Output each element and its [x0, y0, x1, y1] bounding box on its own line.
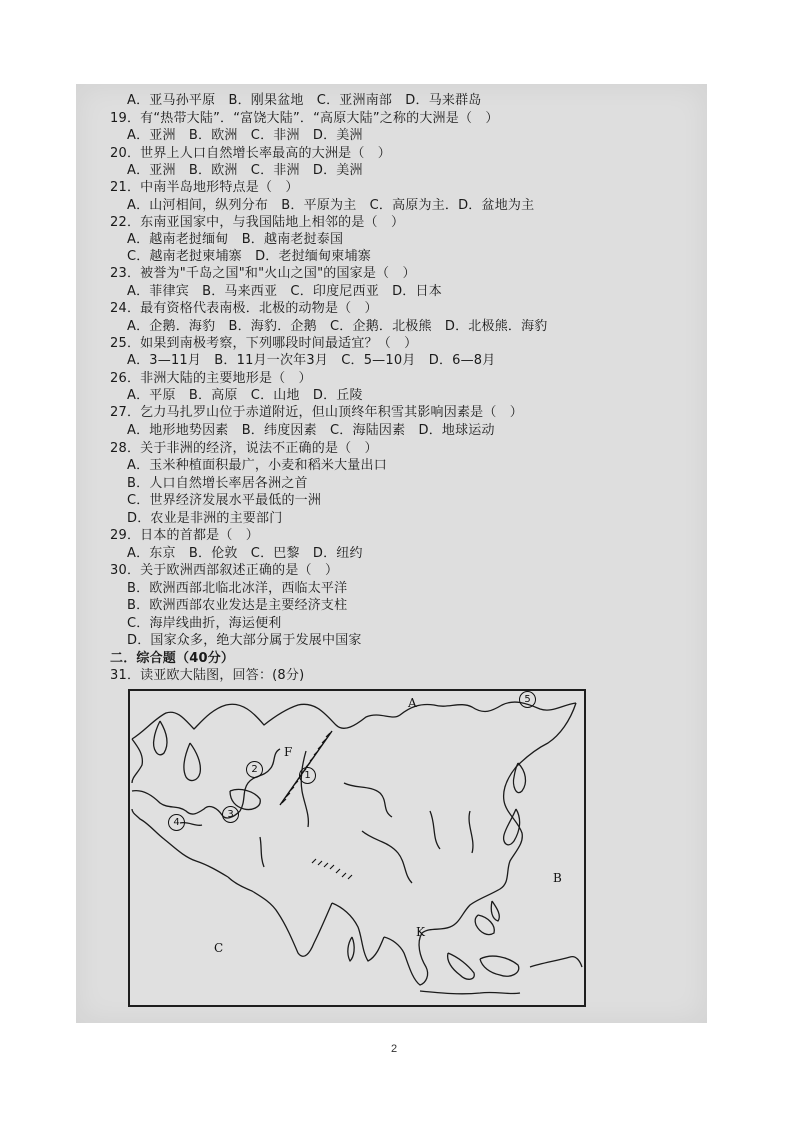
- q21-options: A．山河相间，纵列分布 B．平原为主 C．高原为主．D．盆地为主: [127, 198, 535, 213]
- q25-stem: 25．如果到南极考察，下列哪段时间最适宜？（ ）: [110, 336, 418, 351]
- map-marker-1: 1: [299, 767, 316, 784]
- q19-stem: 19．有“热带大陆”．“富饶大陆”．“高原大陆”之称的大洲是（ ）: [110, 111, 499, 126]
- q29-stem: 29．日本的首都是（ ）: [110, 528, 259, 543]
- map-label-a: A: [408, 696, 417, 710]
- q20-stem: 20．世界上人口自然增长率最高的大洲是（ ）: [110, 146, 391, 161]
- q27-stem: 27．乞力马扎罗山位于赤道附近，但山顶终年积雪其影响因素是（ ）: [110, 405, 523, 420]
- q22-options-cd: C．越南老挝柬埔寨 D．老挝缅甸柬埔寨: [127, 249, 371, 264]
- q28-option-d: D．农业是非洲的主要部门: [127, 511, 283, 526]
- q23-options: A．菲律宾 B．马来西亚 C．印度尼西亚 D．日本: [127, 284, 442, 299]
- q26-stem: 26．非洲大陆的主要地形是（ ）: [110, 371, 312, 386]
- q26-options: A．平原 B．高原 C．山地 D．丘陵: [127, 388, 363, 403]
- q21-stem: 21．中南半岛地形特点是（ ）: [110, 180, 299, 195]
- map-label-k: K: [416, 925, 425, 939]
- map-marker-2: 2: [246, 761, 263, 778]
- q25-options: A．3—11月 B．11月一次年3月 C．5—10月 D．6—8月: [127, 353, 496, 368]
- map-marker-3: 3: [222, 806, 239, 823]
- section-heading: 二．综合题（40分）: [110, 651, 235, 666]
- map-marker-5: 5: [519, 691, 536, 708]
- q24-stem: 24．最有资格代表南极．北极的动物是（ ）: [110, 301, 378, 316]
- q28-option-b: B．人口自然增长率居各洲之首: [127, 476, 308, 491]
- q22-stem: 22．东南亚国家中，与我国陆地上相邻的是（ ）: [110, 215, 405, 230]
- q30-option-c: C．海岸线曲折，海运便利: [127, 616, 282, 631]
- eurasia-map: [128, 689, 586, 1007]
- map-label-c: C: [214, 941, 224, 955]
- q18-options: A．亚马孙平原 B．刚果盆地 C．亚洲南部 D．马来群岛: [127, 93, 482, 108]
- q24-options: A．企鹅．海豹 B．海豹．企鹅 C．企鹅．北极熊 D．北极熊．海豹: [127, 319, 548, 334]
- q30-stem: 30．关于欧洲西部叙述正确的是（ ）: [110, 563, 339, 578]
- map-label-f: F: [284, 745, 293, 759]
- q28-option-c: C．世界经济发展水平最低的一洲: [127, 493, 322, 508]
- q30-option-b: B．欧洲西部农业发达是主要经济支柱: [127, 598, 348, 613]
- q31-stem: 31．读亚欧大陆图，回答：(8分): [110, 668, 305, 683]
- q22-options-ab: A．越南老挝缅甸 B．越南老挝泰国: [127, 232, 344, 247]
- q30-option-a: B．欧洲西部北临北冰洋，西临太平洋: [127, 581, 348, 596]
- map-marker-4: 4: [168, 814, 185, 831]
- q30-option-d: D．国家众多，绝大部分属于发展中国家: [127, 633, 362, 648]
- q19-options: A．亚洲 B．欧洲 C．非洲 D．美洲: [127, 128, 363, 143]
- eurasia-outline-drawing: [130, 691, 584, 1005]
- q23-stem: 23．被誉为"千岛之国"和"火山之国"的国家是（ ）: [110, 266, 416, 281]
- q28-option-a: A．玉米种植面积最广，小麦和稻米大量出口: [127, 458, 387, 473]
- map-label-b: B: [553, 871, 562, 885]
- q29-options: A．东京 B．伦敦 C．巴黎 D．纽约: [127, 546, 363, 561]
- q27-options: A．地形地势因素 B．纬度因素 C．海陆因素 D．地球运动: [127, 423, 495, 438]
- page-number: 2: [391, 1043, 398, 1055]
- q20-options: A．亚洲 B．欧洲 C．非洲 D．美洲: [127, 163, 363, 178]
- q28-stem: 28．关于非洲的经济，说法不正确的是（ ）: [110, 441, 378, 456]
